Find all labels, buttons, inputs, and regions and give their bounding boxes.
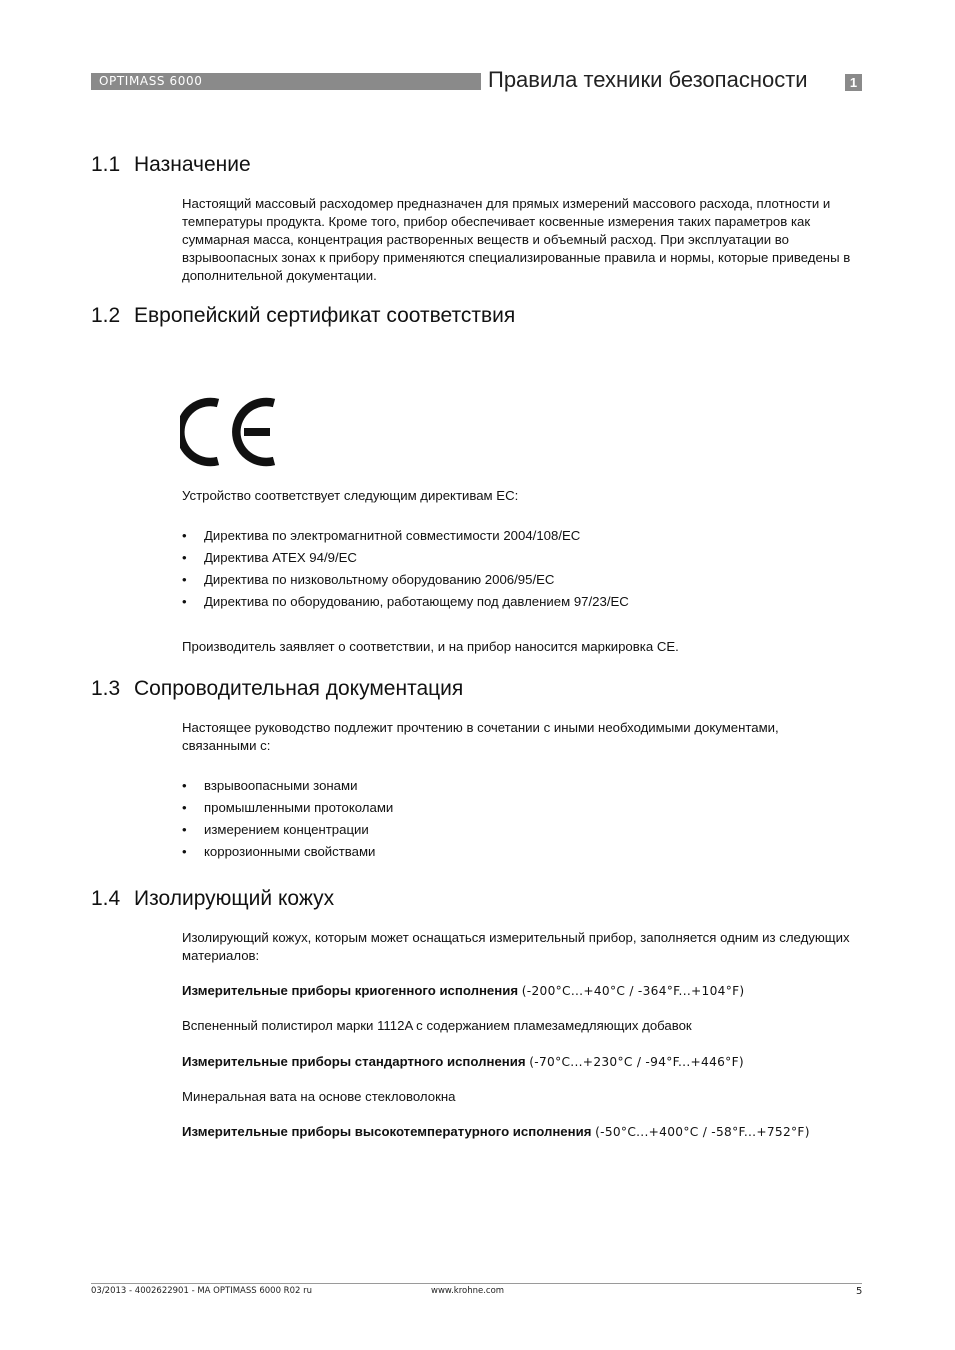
list-item: • Директива по электромагнитной совместимости 2004/108/EC: [182, 528, 581, 543]
documentation-list: [182, 775, 393, 863]
list-item: • Директива ATEX 94/9/EC: [182, 550, 357, 565]
standard-range: (-70°C...+230°C / -94°F...+446°F): [529, 1055, 744, 1069]
documentation-intro: Настоящее руководство подлежит прочтению в сочетании с иными необходимыми документами, связанными с:: [182, 720, 779, 753]
section-title: Назначение: [134, 153, 251, 176]
section-heading-1-2: [91, 304, 515, 328]
high-temp-heading: [182, 1123, 882, 1141]
cryogenic-heading: [182, 982, 854, 1000]
section-number: 1.4: [91, 887, 121, 910]
section-number: 1.1: [91, 153, 121, 176]
section-number: 1.2: [91, 304, 121, 327]
purpose-paragraph: Настоящий массовый расходомер предназначен для прямых измерений массового расхода, плотности и температуры продукта. Кроме того, прибор обеспечивает косвенные измерения таких параметров как суммарная масса, концентрация растворенных веществ и объемный расход. При эксплуатации во взрывоопасных зонах к прибору применяются специализированные правила и нормы, которые приведены в дополнительной документации.: [182, 196, 851, 283]
section-heading-1-4: [91, 887, 334, 911]
chapter-number-badge: 1: [845, 74, 862, 91]
list-item: • взрывоопасными зонами: [182, 778, 358, 793]
footer-website[interactable]: www.krohne.com: [431, 1286, 505, 1296]
standard-material: Минеральная вата на основе стекловолокна: [182, 1089, 456, 1104]
section-title: Сопроводительная документация: [134, 677, 464, 700]
section-heading-1-3: [91, 677, 463, 701]
cryogenic-range: (-200°C...+40°C / -364°F...+104°F): [521, 984, 745, 998]
insulation-intro: Изолирующий кожух, которым может оснащаться измерительный прибор, заполняется одним из следующих материалов:: [182, 930, 850, 963]
list-item: • измерением концентрации: [182, 822, 369, 837]
footer-divider: [91, 1283, 862, 1284]
section-title: Европейский сертификат соответствия: [134, 304, 516, 327]
directives-intro: Устройство соответствует следующим директивам ЕС:: [182, 488, 519, 503]
high-temp-label: Измерительные приборы высокотемпературного исполнения: [182, 1124, 592, 1139]
ce-mark-e-bar: [244, 428, 270, 436]
header-section-title: Правила техники безопасности: [488, 67, 808, 92]
standard-heading: [182, 1053, 854, 1071]
ce-mark-c: [180, 402, 218, 462]
ce-mark-logo: [180, 397, 280, 467]
footer-page-number: 5: [856, 1286, 863, 1297]
high-temp-range: (-50°C...+400°C / -58°F...+752°F): [595, 1125, 810, 1139]
section-number: 1.3: [91, 677, 121, 700]
standard-label: Измерительные приборы стандартного исполнения: [182, 1054, 526, 1069]
cryogenic-label: Измерительные приборы криогенного исполнения: [182, 983, 519, 998]
directives-list: [182, 525, 629, 613]
header-product-name: OPTIMASS 6000: [99, 74, 203, 88]
ce-declaration: Производитель заявляет о соответствии, и на прибор наносится маркировка CE.: [182, 639, 679, 654]
footer-doc-info: 03/2013 - 4002622901 - MA OPTIMASS 6000 R02 ru: [91, 1286, 312, 1296]
cryogenic-material: Вспененный полистирол марки 1112A с содержанием пламезамедляющих добавок: [182, 1018, 692, 1033]
section-title: Изолирующий кожух: [134, 887, 335, 910]
list-item: • коррозионными свойствами: [182, 844, 376, 859]
list-item: • промышленными протоколами: [182, 800, 394, 815]
list-item: • Директива по низковольтному оборудованию 2006/95/EC: [182, 572, 555, 587]
list-item: • Директива по оборудованию, работающему под давлением 97/23/EC: [182, 594, 629, 609]
section-heading-1-1: [91, 153, 251, 177]
